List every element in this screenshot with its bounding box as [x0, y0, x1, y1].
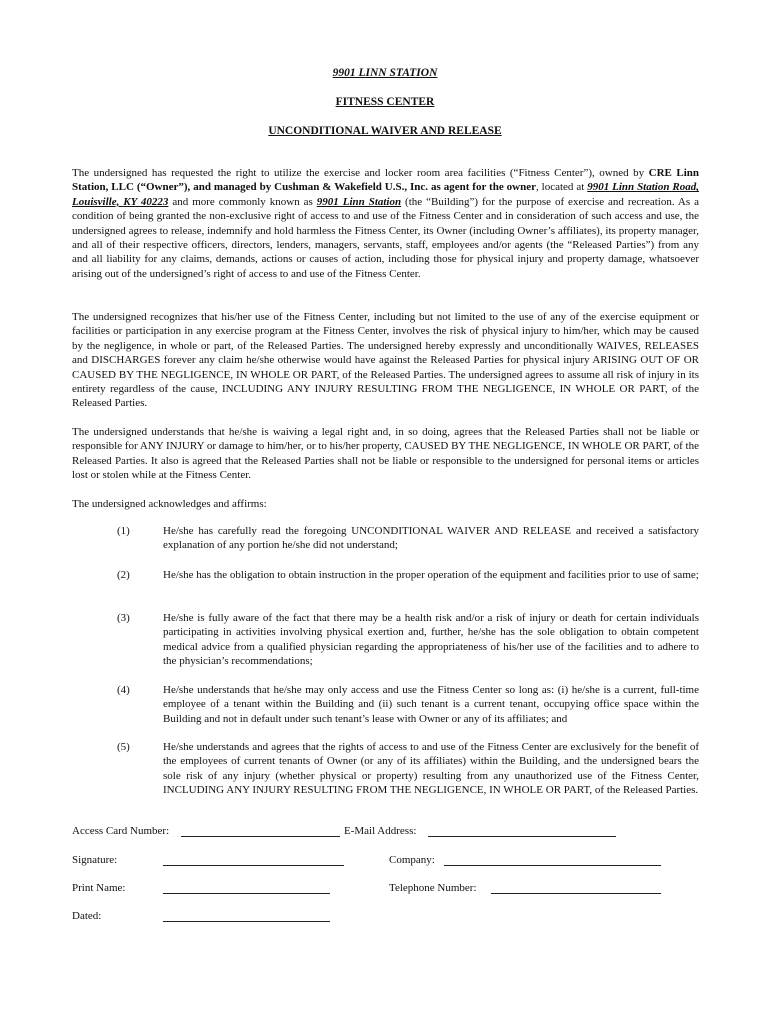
building-title: 9901 LINN STATION [332, 67, 438, 79]
acknowledge-paragraph: The undersigned acknowledges and affirms: [72, 498, 267, 510]
email-label: E-Mail Address: [344, 825, 417, 837]
list-item-text: He/she understands and agrees that the rights of access to and use of the Fitness Center are exclusively for the benefit of the employees of current tenants of Owner (or any of its affiliates) within the Building, and the undersigned bears the sole risk of any injury (whether physical or property) resulting from any unauthorized use of the Fitness Center, INCLUDING ANY INJURY RESULTING FROM THE NEGLIGENCE, IN WHOLE OR PART, of the Released Parties. [163, 741, 699, 797]
list-item-number: (4) [117, 684, 130, 696]
intro-text-a: The undersigned has requested the right to utilize the exercise and locker room area facilities (“Fitness Center”), owned by [72, 167, 649, 179]
list-item-number: (2) [117, 569, 130, 581]
access-card-input[interactable] [181, 836, 340, 837]
dated-label: Dated: [72, 910, 102, 922]
risk-paragraph: The undersigned recognizes that his/her use of the Fitness Center, including but not limited to the use of any of the exercise equipment or facilities or participation in any exercise program at the Fitness Center, involves the risk of physical injury to him/her, which may be caused by the negligence, in whole or part, of the Released Parties. The undersigned hereby expressly and unconditionally WAIVES, RELEASES and DISCHARGES forever any claim he/she otherwise would have against the Released Parties for physical injury ARISING OUT OF OR CAUSED BY THE NEGLIGENCE, IN WHOLE OR PART, of the Released Parties. The undersigned agrees to assume all risk of injury in its entirety regardless of the cause, INCLUDING ANY INJURY RESULTING FROM THE NEGLIGENCE, IN WHOLE OR PART, of the Released Parties. [72, 311, 699, 410]
building-address: 9901 Linn Station Road, Louisville, KY 40223 [72, 181, 699, 208]
section-title: FITNESS CENTER [335, 96, 435, 108]
list-item-text: He/she has the obligation to obtain instruction in the proper operation of the equipment and facilities prior to use of same; [163, 569, 699, 581]
dated-input[interactable] [163, 921, 330, 922]
print-name-input[interactable] [163, 893, 330, 894]
list-item-text: He/she is fully aware of the fact that there may be a health risk and/or a risk of injury or death for certain individuals participating in activities involving physical exertion and, further, he/she has the sole obligation to obtain competent medical advice from a qualified physician regarding the appropriateness of his/her use of the facilities and to adhere to the physician’s recommendations; [163, 612, 699, 668]
intro-text-c: and more commonly known as [168, 195, 317, 208]
list-item-text: He/she has carefully read the foregoing UNCONDITIONAL WAIVER AND RELEASE and received a satisfactory explanation of any portion he/she did not understand; [163, 525, 699, 552]
intro-paragraph [72, 166, 699, 281]
document-title: UNCONDITIONAL WAIVER AND RELEASE [268, 125, 502, 137]
signature-label: Signature: [72, 854, 118, 866]
access-card-label: Access Card Number: [72, 825, 170, 837]
building-name: 9901 Linn Station [316, 195, 402, 208]
telephone-input[interactable] [491, 893, 661, 894]
owner-name: CRE Linn Station, LLC (“Owner”), and managed by Cushman & Wakefield U.S., Inc. as agent for the owner [72, 167, 699, 194]
list-item-number: (1) [117, 525, 130, 537]
print-name-label: Print Name: [72, 882, 126, 894]
company-label: Company: [389, 854, 435, 866]
list-item-text: He/she understands that he/she may only access and use the Fitness Center so long as: (i) he/she is a current, full-time employee of a tenant within the Building and (ii) such tenant is a current tenant, occupying office space within the Building and not in default under such tenant’s lease with Owner or any of its affiliates; and [163, 684, 699, 725]
company-input[interactable] [444, 865, 661, 866]
telephone-label: Telephone Number: [389, 882, 477, 894]
list-item-number: (3) [117, 612, 130, 624]
intro-text-b: , located at [535, 181, 588, 194]
liability-paragraph: The undersigned understands that he/she is waiving a legal right and, in so doing, agrees that the Released Parties shall not be liable or responsible for ANY INJURY or damage to him/her, or to his/her property, CAUSED BY THE NEGLIGENCE, IN WHOLE OR PART, of the Released Parties. It also is agreed that the Released Parties shall not be liable or responsible to the undersigned for personal items or articles lost or stolen while at the Fitness Center. [72, 426, 699, 482]
list-item-number: (5) [117, 741, 130, 753]
email-input[interactable] [428, 836, 616, 837]
signature-input[interactable] [163, 865, 344, 866]
intro-text-d: (the “Building”) for the purpose of exercise and recreation. As a condition of being granted the non-exclusive right of access to and use of the Fitness Center and in consideration of such access and use, the undersigned agrees to release, indemnify and hold harmless the Fitness Center, its Owner (including Owner’s affiliates), its property manager, and all of their respective officers, directors, lenders, managers, servants, staff, employees and/or agents (the “Released Parties”) from any and all liability for any claims, demands, actions or causes of action, including those for physical injury and property damage, whatsoever arising out of the undersigned’s right of access to and use of the Fitness Center. [72, 195, 699, 280]
